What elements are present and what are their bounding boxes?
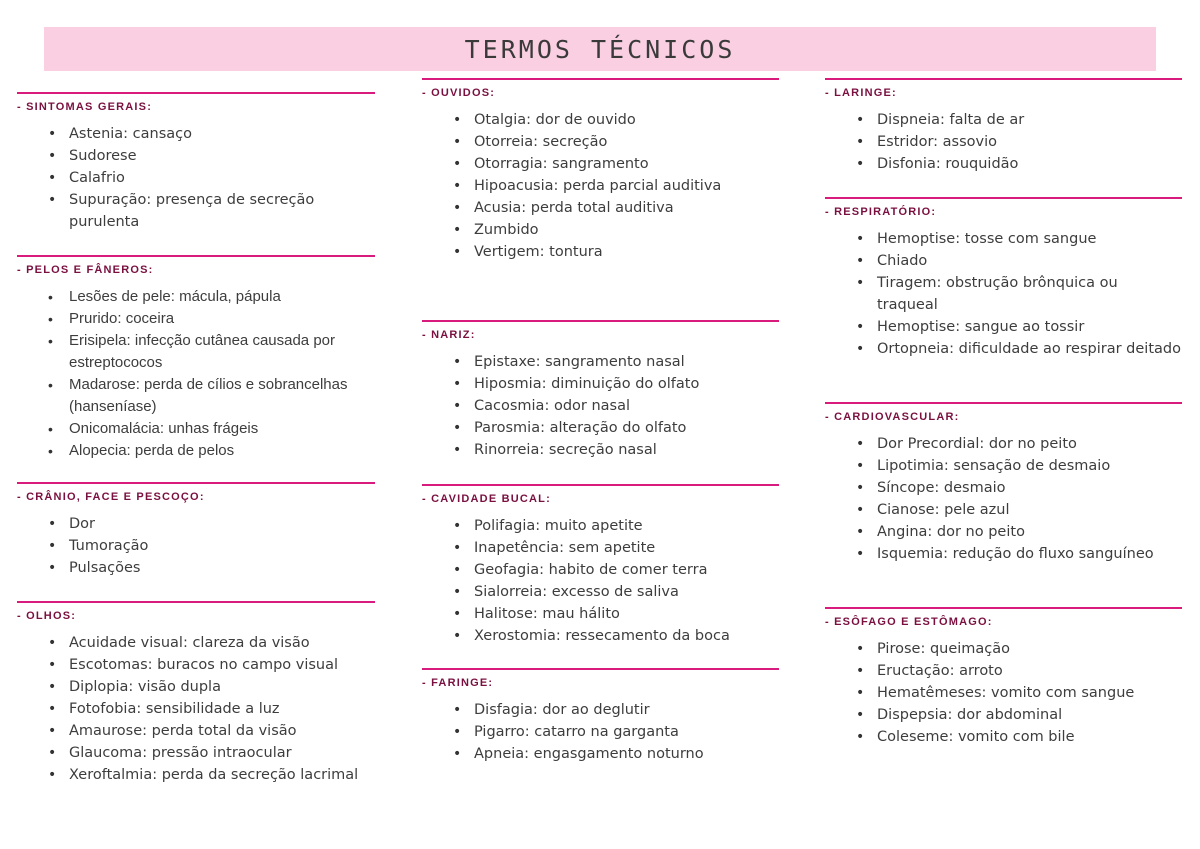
list-item: • Fotofobia: sensibilidade a luz	[48, 701, 280, 717]
list-item: • Disfagia: dor ao deglutir	[453, 702, 650, 718]
section-laringe	[825, 78, 1182, 175]
list-item: • Lipotimia: sensação de desmaio	[856, 458, 1111, 474]
list-item: • Acusia: perda total auditiva	[453, 200, 674, 216]
list-item: • Sudorese	[48, 148, 137, 164]
list-item: • Amaurose: perda total da visão	[48, 723, 297, 739]
list-item: • Otalgia: dor de ouvido	[453, 112, 636, 128]
list-item: • Hemoptise: tosse com sangue	[856, 231, 1097, 247]
list-item: • Pulsações	[48, 560, 141, 576]
list-item: • Glaucoma: pressão intraocular	[48, 745, 292, 761]
list-item: • Isquemia: redução do fluxo sanguíneo	[856, 546, 1154, 562]
section-respiratorio	[825, 197, 1182, 360]
term-list	[17, 513, 375, 579]
list-item: • Lesões de pele: mácula, pápula	[48, 288, 281, 305]
section-heading: - OUVIDOS:	[422, 78, 779, 101]
list-item: • Tumoração	[48, 538, 149, 554]
list-item: • Escotomas: buracos no campo visual	[48, 657, 339, 673]
section-cranio-face-pescoco	[17, 482, 375, 579]
section-faringe	[422, 668, 779, 765]
list-item: • Hemoptise: sangue ao tossir	[856, 319, 1085, 335]
section-heading: - PELOS E FÂNEROS:	[17, 255, 375, 278]
list-item: • Disfonia: rouquidão	[856, 156, 1019, 172]
term-list	[422, 109, 779, 263]
list-item: • Apneia: engasgamento noturno	[453, 746, 704, 762]
list-item: • Acuidade visual: clareza da visão	[48, 635, 310, 651]
list-item: • Supuração: presença de secreção purulenta	[48, 192, 315, 230]
list-item: • Chiado	[856, 253, 928, 269]
list-item: • Epistaxe: sangramento nasal	[453, 354, 685, 370]
section-heading: - FARINGE:	[422, 668, 779, 691]
list-item: • Estridor: assovio	[856, 134, 998, 150]
list-item: • Inapetência: sem apetite	[453, 540, 656, 556]
section-nariz	[422, 320, 779, 461]
list-item: • Xerostomia: ressecamento da boca	[453, 628, 730, 644]
list-item: • Cacosmia: odor nasal	[453, 398, 631, 414]
list-item: • Alopecia: perda de pelos	[48, 442, 235, 459]
section-esofago-estomago	[825, 607, 1182, 748]
section-ouvidos	[422, 78, 779, 263]
list-item: • Ortopneia: dificuldade ao respirar deitado	[856, 341, 1181, 357]
list-item: • Diplopia: visão dupla	[48, 679, 221, 695]
list-item: • Erisipela: infecção cutânea causada por estreptococos	[48, 332, 336, 371]
term-list	[825, 228, 1182, 360]
section-heading: - SINTOMAS GERAIS:	[17, 92, 375, 115]
list-item: • Rinorreia: secreção nasal	[453, 442, 657, 458]
list-item: • Eructação: arroto	[856, 663, 1003, 679]
list-item: • Pirose: queimação	[856, 641, 1011, 657]
term-list	[422, 699, 779, 765]
section-heading: - RESPIRATÓRIO:	[825, 197, 1182, 220]
section-pelos-faneros	[17, 255, 375, 462]
term-list	[17, 632, 375, 786]
list-item: • Parosmia: alteração do olfato	[453, 420, 687, 436]
list-item: • Geofagia: habito de comer terra	[453, 562, 708, 578]
list-item: • Pigarro: catarro na garganta	[453, 724, 679, 740]
list-item: • Dor	[48, 516, 95, 532]
list-item: • Prurido: coceira	[48, 310, 175, 327]
list-item: • Madarose: perda de cílios e sobrancelhas (hanseníase)	[48, 376, 348, 415]
list-item: • Hiposmia: diminuição do olfato	[453, 376, 700, 392]
section-heading: - NARIZ:	[422, 320, 779, 343]
list-item: • Xeroftalmia: perda da secreção lacrimal	[48, 767, 359, 783]
term-list	[825, 638, 1182, 748]
section-olhos	[17, 601, 375, 786]
list-item: • Hipoacusia: perda parcial auditiva	[453, 178, 722, 194]
term-list	[422, 515, 779, 647]
list-item: • Vertigem: tontura	[453, 244, 603, 260]
list-item: • Dispneia: falta de ar	[856, 112, 1025, 128]
title-banner	[44, 27, 1156, 71]
list-item: • Dispepsia: dor abdominal	[856, 707, 1063, 723]
list-item: • Coleseme: vomito com bile	[856, 729, 1075, 745]
section-cardiovascular	[825, 402, 1182, 565]
term-list	[825, 433, 1182, 565]
list-item: • Halitose: mau hálito	[453, 606, 620, 622]
section-heading: - ESÔFAGO E ESTÔMAGO:	[825, 607, 1182, 630]
list-item: • Dor Precordial: dor no peito	[856, 436, 1077, 452]
section-heading: - CRÂNIO, FACE E PESCOÇO:	[17, 482, 375, 505]
section-cavidade-bucal	[422, 484, 779, 647]
section-heading: - OLHOS:	[17, 601, 375, 624]
list-item: • Síncope: desmaio	[856, 480, 1006, 496]
list-item: • Angina: dor no peito	[856, 524, 1025, 540]
list-item: • Cianose: pele azul	[856, 502, 1010, 518]
term-list	[422, 351, 779, 461]
list-item: • Astenia: cansaço	[48, 126, 193, 142]
term-list	[825, 109, 1182, 175]
list-item: • Onicomalácia: unhas frágeis	[48, 420, 259, 437]
list-item: • Sialorreia: excesso de saliva	[453, 584, 679, 600]
list-item: • Polifagia: muito apetite	[453, 518, 643, 534]
section-heading: - CARDIOVASCULAR:	[825, 402, 1182, 425]
list-item: • Zumbido	[453, 222, 539, 238]
section-sintomas-gerais	[17, 92, 375, 233]
list-item: • Hematêmeses: vomito com sangue	[856, 685, 1135, 701]
list-item: • Otorreia: secreção	[453, 134, 608, 150]
section-heading: - LARINGE:	[825, 78, 1182, 101]
section-heading: - CAVIDADE BUCAL:	[422, 484, 779, 507]
page-title: TERMOS TÉCNICOS	[464, 34, 736, 64]
list-item: • Otorragia: sangramento	[453, 156, 649, 172]
term-list	[17, 123, 375, 233]
term-list	[17, 286, 375, 462]
list-item: • Tiragem: obstrução brônquica ou traqueal	[856, 275, 1118, 313]
list-item: • Calafrio	[48, 170, 125, 186]
